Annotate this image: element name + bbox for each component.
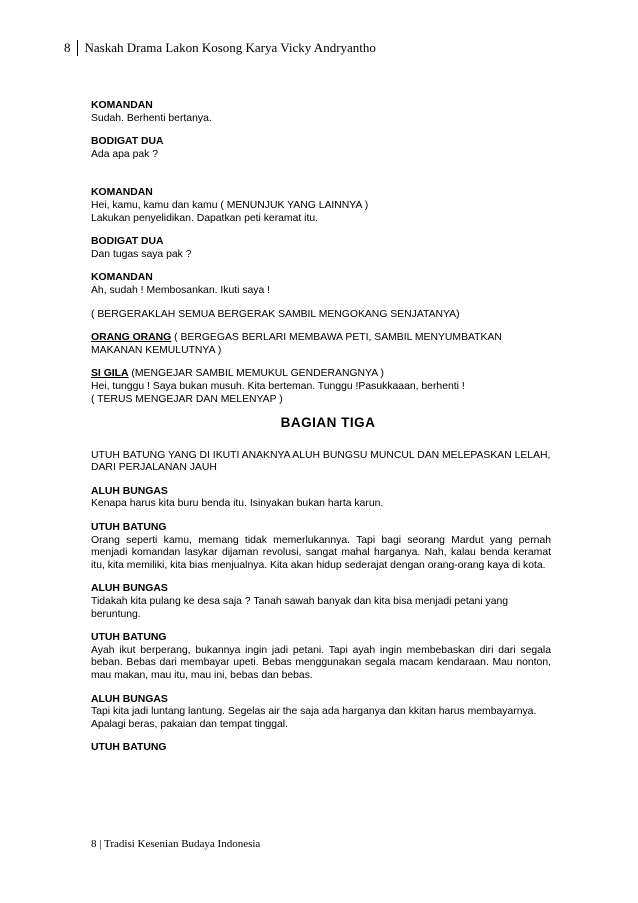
- dialogue-text: Tapi kita jadi luntang lantung. Segelas air the saja ada harganya dan kkitan harus membayarnya. Apalagi beras, pakaian dan tempat tinggal.: [91, 706, 537, 730]
- speaker-name: UTUH BATUNG: [91, 522, 167, 534]
- dialogue-line: Dan tugas saya pak ?: [91, 248, 192, 260]
- header-title: Naskah Drama Lakon Kosong Karya Vicky Andryantho: [84, 40, 376, 55]
- dialogue-block: [91, 694, 551, 732]
- dialogue-text: Ayah ikut berperang, bukannya ingin jadi petani. Tapi ayah ingin membebaskan diri dari segala beban. Bebas dari membayar upeti. Bebas menggunakan segala macam kendaraan. Mau nonton, mau makan, mau itu, mau ini, bebas dan bebas.: [91, 644, 551, 681]
- stage-direction-inline: ( BERGEGAS BERLARI MEMBAWA PETI, SAMBIL MENYUMBATKAN: [171, 332, 502, 344]
- stage-direction-inline: (MENGEJAR SAMBIL MEMUKUL GENDERANGNYA ): [128, 368, 384, 380]
- dialogue-block: [91, 632, 551, 682]
- stage-direction-continued: MAKANAN KEMULUTNYA ): [91, 344, 222, 356]
- dialogue-block: [91, 742, 551, 755]
- dialogue-block: [91, 187, 551, 225]
- section-title: BAGIAN TIGA: [280, 415, 376, 431]
- page-header: [64, 40, 376, 56]
- speaker-name: ALUH BUNGAS: [91, 583, 168, 595]
- script-body: [91, 100, 551, 766]
- dialogue-text: Tidakah kita pulang ke desa saja ? Tanah sawah banyak dan kita bisa menjadi petani yang beruntung.: [91, 596, 509, 620]
- header-divider: [77, 40, 78, 56]
- dialogue-block: [91, 236, 551, 261]
- dialogue-block: [91, 272, 551, 297]
- header-page-number: 8: [64, 40, 71, 55]
- dialogue-block: [91, 136, 551, 161]
- dialogue-block: [91, 583, 551, 621]
- speaker-name: ALUH BUNGAS: [91, 693, 168, 705]
- dialogue-line: Ada apa pak ?: [91, 148, 159, 160]
- stage-direction: UTUH BATUNG YANG DI IKUTI ANAKNYA ALUH BUNGSU MUNCUL DAN MELEPASKAN LELAH, DARI PERJALANAN JAUH: [91, 449, 551, 474]
- speaker-name: KOMANDAN: [91, 272, 153, 284]
- dialogue-block: [91, 522, 551, 572]
- dialogue-line: Sudah. Berhenti bertanya.: [91, 112, 212, 124]
- dialogue-line: Ah, sudah ! Membosankan. Ikuti saya !: [91, 284, 271, 296]
- dialogue-text: Orang seperti kamu, memang tidak memerlukannya. Tapi bagi seorang Mardut yang pernah menjadi komandan lasykar dijaman revolusi, sangat mahal harganya. Nah, kalau benda keramat itu, kita memiliki, kita bias menjualnya. Kita akan hidup sederajat dengan orang-orang kaya di kota.: [91, 534, 551, 571]
- speaker-name: BODIGAT DUA: [91, 136, 164, 148]
- speaker-name: KOMANDAN: [91, 100, 153, 111]
- speaker-name: KOMANDAN: [91, 187, 153, 199]
- speaker-name: SI GILA: [91, 368, 129, 380]
- dialogue-block: [91, 332, 551, 357]
- speaker-name: UTUH BATUNG: [91, 742, 167, 754]
- dialogue-block: [91, 100, 551, 125]
- speaker-direction-line: [91, 332, 551, 345]
- page-footer: 8 | Tradisi Kesenian Budaya Indonesia: [91, 838, 261, 850]
- dialogue-line: Hei, tunggu ! Saya bukan musuh. Kita berteman. Tunggu !Pasukkaaan, berhenti !: [91, 380, 465, 392]
- dialogue-line: Hei, kamu, kamu dan kamu ( MENUNJUK YANG LAINNYA ): [91, 199, 369, 211]
- dialogue-block: [91, 368, 551, 406]
- stage-direction: ( BERGERAKLAH SEMUA BERGERAK SAMBIL MENGOKANG SENJATANYA): [91, 308, 460, 320]
- speaker-name: ALUH BUNGAS: [91, 485, 168, 497]
- dialogue-line: Lakukan penyelidikan. Dapatkan peti keramat itu.: [91, 212, 319, 224]
- speaker-name: BODIGAT DUA: [91, 236, 164, 248]
- speaker-name: UTUH BATUNG: [91, 632, 167, 644]
- stage-direction: ( TERUS MENGEJAR DAN MELENYAP ): [91, 393, 283, 405]
- dialogue-block: [91, 486, 551, 511]
- speaker-name: ORANG ORANG: [91, 332, 172, 344]
- speaker-direction-line: [91, 368, 551, 381]
- dialogue-text: Kenapa harus kita buru benda itu. Isinyakan bukan harta karun.: [91, 498, 384, 510]
